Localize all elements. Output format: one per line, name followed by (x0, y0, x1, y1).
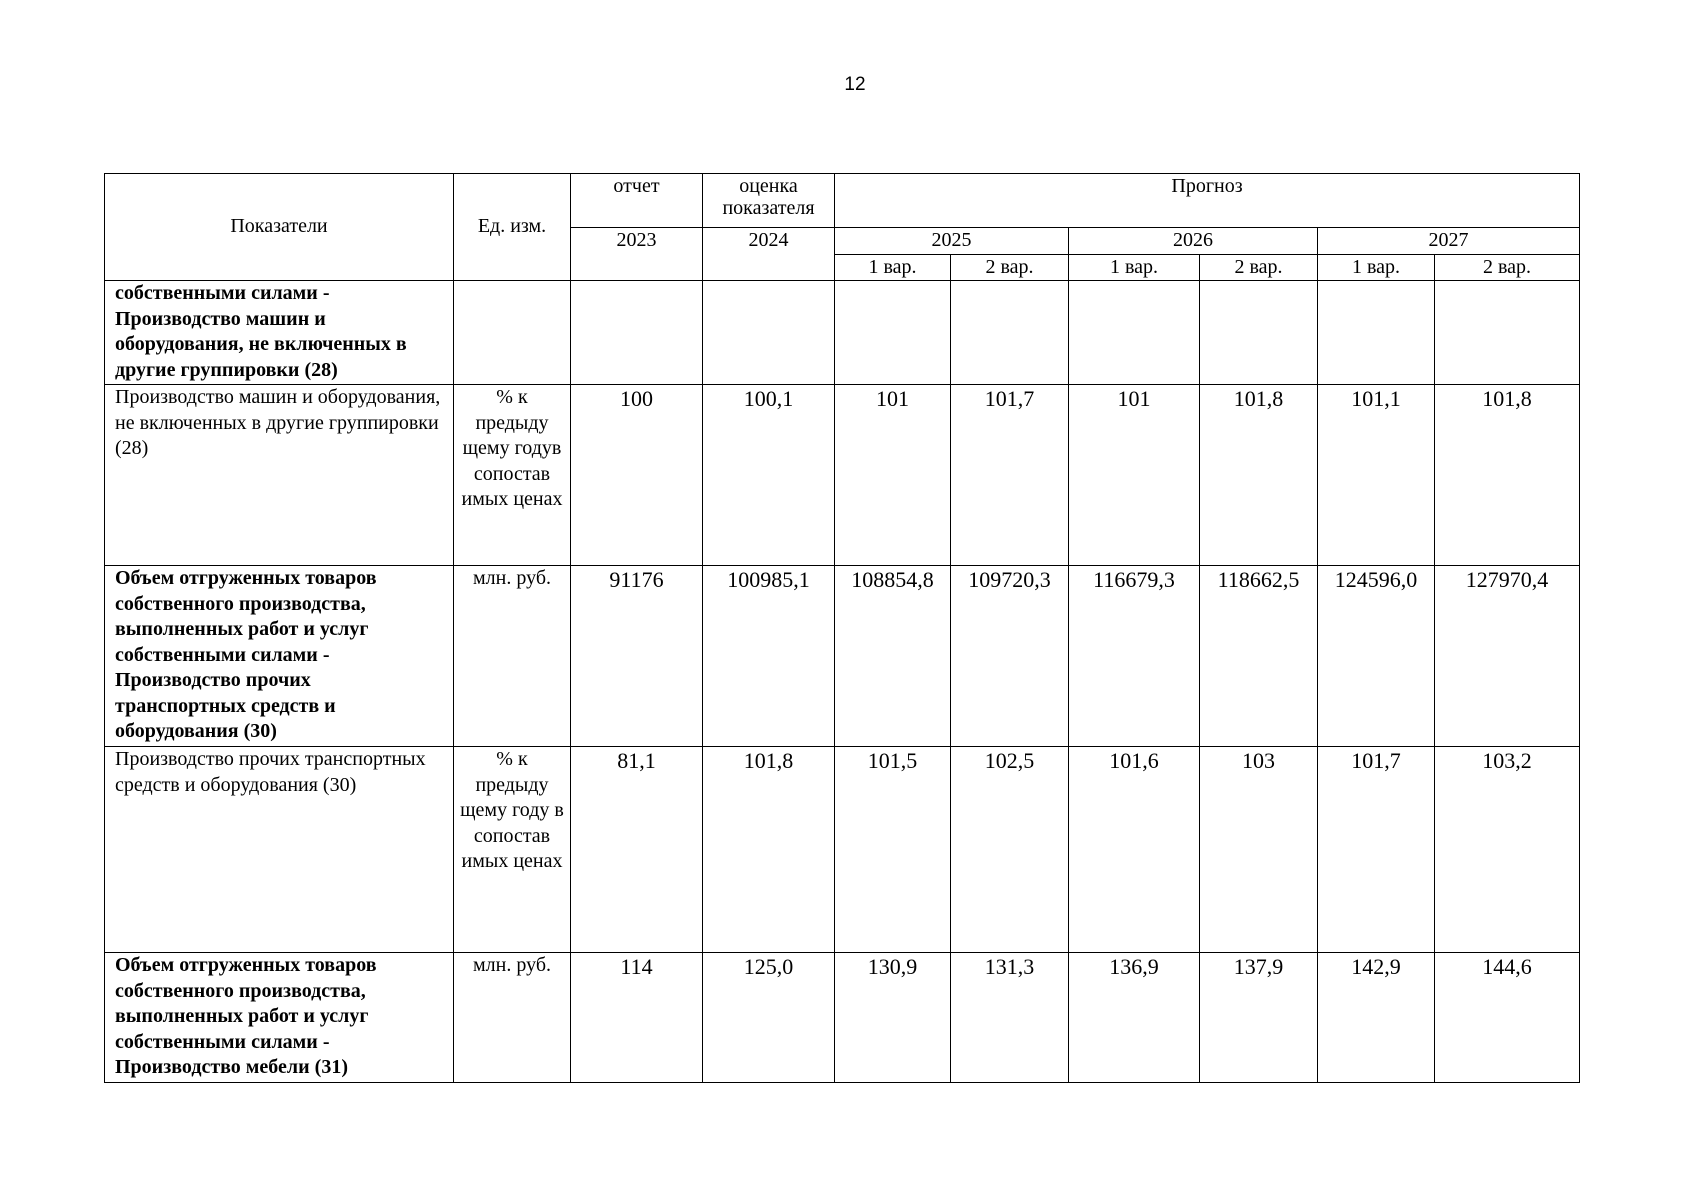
value-cell: 116679,3 (1069, 566, 1200, 747)
indicator-cell: Производство прочих транспортных средств и оборудования (30) (105, 747, 454, 953)
value-cell: 127970,4 (1435, 566, 1580, 747)
header-year-2024: 2024 (703, 228, 835, 281)
header-indicator: Показатели (105, 174, 454, 281)
value-cell: 101,1 (1318, 385, 1435, 566)
value-cell: 142,9 (1318, 953, 1435, 1083)
value-cell: 102,5 (951, 747, 1069, 953)
header-2026-var2: 2 вар. (1200, 254, 1318, 281)
value-cell: 100 (571, 385, 703, 566)
value-cell: 101,6 (1069, 747, 1200, 953)
table-row (105, 385, 1580, 566)
unit-cell: млн. руб. (454, 953, 571, 1083)
value-cell: 101,8 (703, 747, 835, 953)
value-cell (835, 281, 951, 385)
value-cell: 101,7 (1318, 747, 1435, 953)
value-cell: 108854,8 (835, 566, 951, 747)
page-number: 12 (844, 74, 866, 95)
header-2027-var1: 1 вар. (1318, 254, 1435, 281)
value-cell: 101 (835, 385, 951, 566)
header-estimate: оценка показателя (703, 174, 835, 228)
header-2025-var1: 1 вар. (835, 254, 951, 281)
forecast-table (104, 173, 1580, 1083)
header-report: отчет (571, 174, 703, 228)
unit-cell (454, 281, 571, 385)
value-cell: 100985,1 (703, 566, 835, 747)
value-cell: 144,6 (1435, 953, 1580, 1083)
header-year-2023: 2023 (571, 228, 703, 281)
value-cell: 100,1 (703, 385, 835, 566)
value-cell: 124596,0 (1318, 566, 1435, 747)
value-cell: 101,8 (1435, 385, 1580, 566)
header-2026-var1: 1 вар. (1069, 254, 1200, 281)
value-cell: 114 (571, 953, 703, 1083)
header-year-2025: 2025 (835, 228, 1069, 255)
indicator-cell: собственными силами - Производство машин и оборудования, не включенных в другие группировки (28) (105, 281, 454, 385)
value-cell: 101 (1069, 385, 1200, 566)
header-forecast: Прогноз (835, 174, 1580, 228)
table-row (105, 566, 1580, 747)
indicator-cell: Объем отгруженных товаров собственного производства, выполненных работ и услуг собственными силами - Производство прочих транспортных средств и оборудования (30) (105, 566, 454, 747)
value-cell (1435, 281, 1580, 385)
table-row (105, 281, 1580, 385)
unit-cell: млн. руб. (454, 566, 571, 747)
header-2025-var2: 2 вар. (951, 254, 1069, 281)
unit-cell: % к предыду щему годув сопостав имых ценах (454, 385, 571, 566)
value-cell: 101,8 (1200, 385, 1318, 566)
unit-cell: % к предыду щему году в сопостав имых ценах (454, 747, 571, 953)
value-cell (703, 281, 835, 385)
value-cell: 91176 (571, 566, 703, 747)
value-cell (1069, 281, 1200, 385)
value-cell: 103 (1200, 747, 1318, 953)
indicator-cell: Производство машин и оборудования, не включенных в другие группировки (28) (105, 385, 454, 566)
value-cell: 81,1 (571, 747, 703, 953)
value-cell: 130,9 (835, 953, 951, 1083)
value-cell (571, 281, 703, 385)
value-cell: 131,3 (951, 953, 1069, 1083)
value-cell (1200, 281, 1318, 385)
value-cell (1318, 281, 1435, 385)
value-cell: 125,0 (703, 953, 835, 1083)
value-cell: 118662,5 (1200, 566, 1318, 747)
value-cell: 109720,3 (951, 566, 1069, 747)
header-2027-var2: 2 вар. (1435, 254, 1580, 281)
value-cell: 103,2 (1435, 747, 1580, 953)
indicator-cell: Объем отгруженных товаров собственного производства, выполненных работ и услуг собственными силами - Производство мебели (31) (105, 953, 454, 1083)
table-row (105, 747, 1580, 953)
value-cell: 101,7 (951, 385, 1069, 566)
value-cell: 137,9 (1200, 953, 1318, 1083)
value-cell: 136,9 (1069, 953, 1200, 1083)
value-cell: 101,5 (835, 747, 951, 953)
header-unit: Ед. изм. (454, 174, 571, 281)
header-year-2027: 2027 (1318, 228, 1580, 255)
header-row-1 (105, 174, 1580, 228)
value-cell (951, 281, 1069, 385)
table-row (105, 953, 1580, 1083)
header-year-2026: 2026 (1069, 228, 1318, 255)
